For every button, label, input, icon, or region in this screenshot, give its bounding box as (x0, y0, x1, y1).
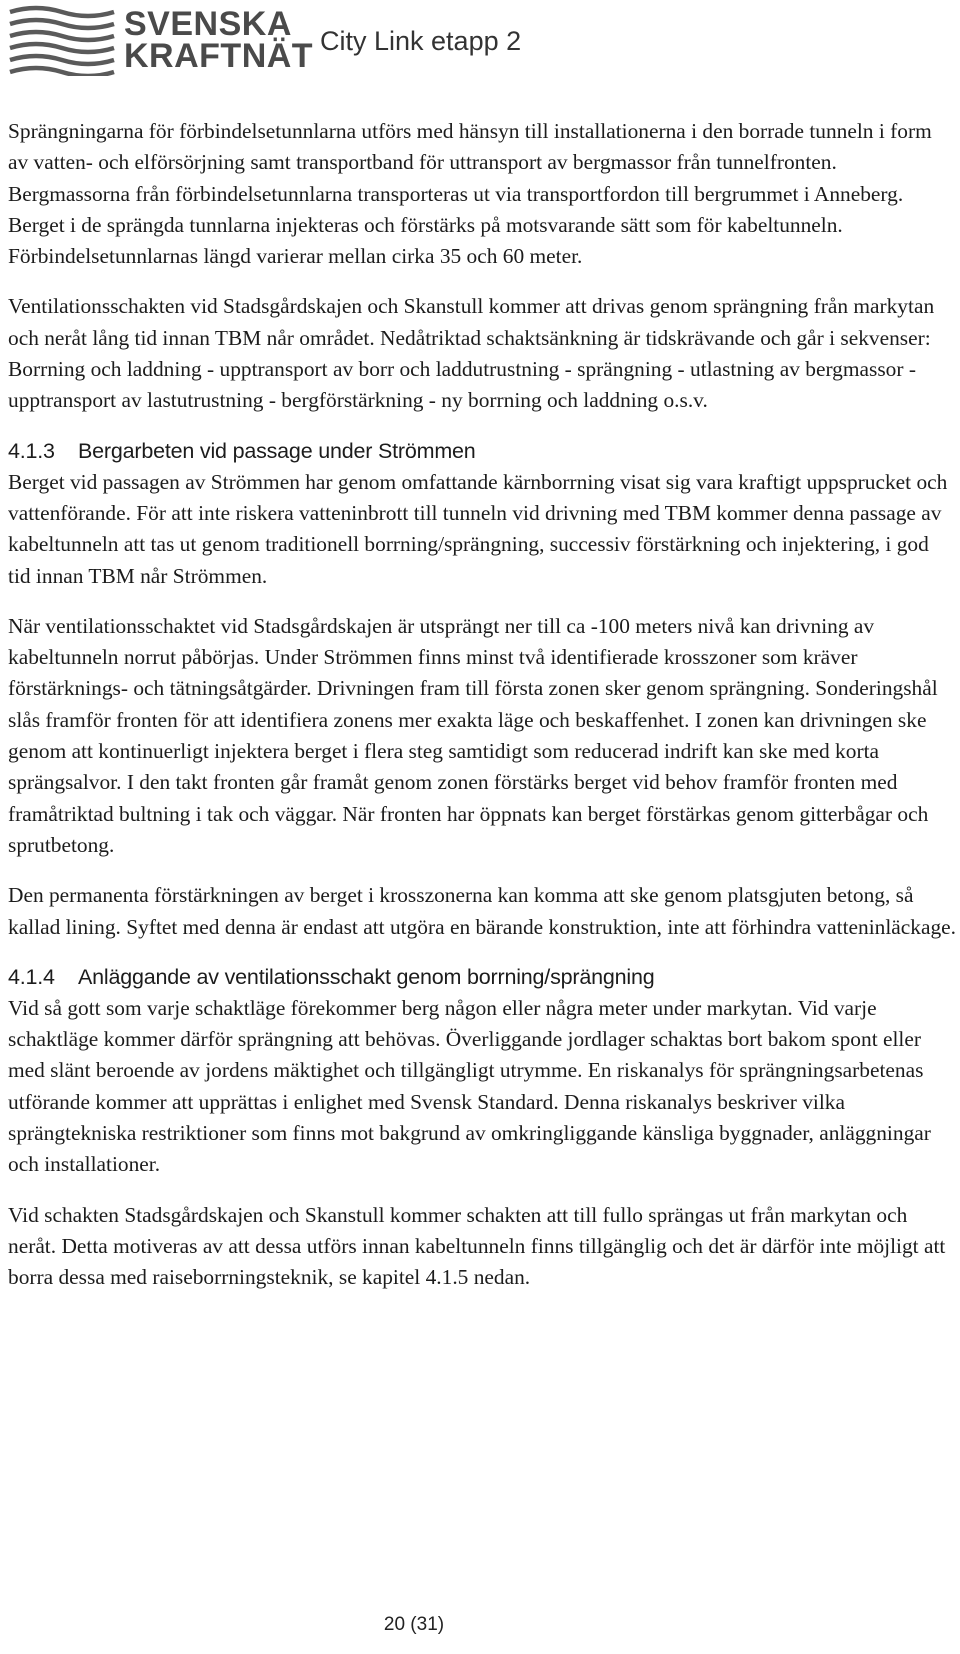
svenska-kraftnat-logo (8, 2, 314, 76)
logo-wordmark (124, 5, 314, 75)
paragraph: Vid schakten Stadsgårdskajen och Skanstull kommer schakten att till fullo sprängas ut från markytan och neråt. Detta motiveras av att dessa utförs innan kabeltunneln finns tillgänglig och det är därför inte möjligt att borra dessa med raiseborrningsteknik, se kapitel 4.1.5 nedan. (8, 1202, 946, 1290)
logo-line-2: KRAFTNÄT (124, 37, 314, 75)
section-title: Anläggande av ventilationsschakt genom borrning/sprängning (78, 964, 655, 989)
section-heading-4-1-3 (8, 436, 956, 467)
section-number: 4.1.4 (8, 964, 55, 989)
section-title: Bergarbeten vid passage under Strömmen (78, 438, 476, 463)
section-heading-4-1-4 (8, 962, 956, 993)
page-header (8, 0, 948, 78)
logo-line-1: SVENSKA (124, 5, 292, 43)
paragraph: Berget vid passagen av Strömmen har genom omfattande kärnborrning visat sig vara kraftigt uppsprucket och vattenförande. För att inte riskera vatteninbrott till tunneln vid drivning med TBM kommer denna passage av kabeltunneln att tas ut genom traditionell borrning/sprängning, successiv förstärkning och injektering, i god tid innan TBM når Strömmen. (8, 469, 948, 588)
page-number: 20 (31) (383, 1614, 445, 1635)
paragraph: När ventilationsschaktet vid Stadsgårdskajen är utsprängt ner till ca -100 meters nivå kan drivning av kabeltunneln norrut påbörjas. Under Strömmen finns minst två identifierade krosszoner som kräver förstärknings- och tätningsåtgärder. Drivningen fram till första zonen sker genom sprängning. Sonderingshål slås framför fronten för att identifiera zonens mer exakta läge och beskaffenhet. I zonen kan drivningen ske genom att kontinuerligt injektera berget i flera steg samtidigt som reducerad indrift kan ske med korta sprängsalvor. I den takt fronten går framåt genom zonen förstärks berget vid behov framför fronten med framåtriktad bultning i tak och väggar. När fronten har öppnats kan berget förstärkas genom gitterbågar och sprutbetong. (8, 613, 938, 857)
paragraph: Vid så gott som varje schaktläge förekommer berg någon eller några meter under markytan. Vid varje schaktläge kommer därför sprängning att behövas. Överliggande jordlager schaktas bort bakom spont eller med slänt beroende av jordens mäktighet och tillgängligt utrymme. En riskanalys för sprängningsarbetenas utförande kommer att upprättas i enlighet med Svensk Standard. Denna riskanalys beskriver vilka sprängtekniska restriktioner som finns mot bakgrund av omkringliggande känsliga byggnader, anläggningar och installationer. (8, 995, 931, 1177)
section-number: 4.1.3 (8, 438, 55, 463)
wave-logo-icon (8, 2, 116, 76)
document-title: City Link etapp 2 (320, 26, 522, 56)
document-body (8, 116, 956, 1313)
paragraph: Ventilationsschakten vid Stadsgårdskajen och Skanstull kommer att drivas genom sprängning från markytan och neråt lång tid innan TBM når området. Nedåtriktad schaktsänkning är tidskrävande och går i sekvenser: Borrning och laddning - upptransport av borr och laddutrustning - sprängning - utlastning av bergmassor -upptransport av lastutrustning - bergförstärkning - ny borrning och laddning o.s.v. (8, 294, 935, 413)
paragraph: Den permanenta förstärkningen av berget i krosszonerna kan komma att ske genom platsgjuten betong, så kallad lining. Syftet med denna är endast att utgöra en bärande konstruktion, inte att förhindra vatteninläckage. (8, 883, 957, 939)
paragraph: Sprängningarna för förbindelsetunnlarna utförs med hänsyn till installationerna i den borrade tunneln i form av vatten- och elförsörjning samt transportband för uttransport av bergmassor från tunnelfronten. Bergmassorna från förbindelsetunnlarna transporteras ut via transportfordon till bergrummet i Anneberg. Berget i de sprängda tunnlarna injekteras och förstärks på motsvarande sätt som för kabeltunneln. Förbindelsetunnlarnas längd varierar mellan cirka 35 och 60 meter. (8, 119, 932, 269)
